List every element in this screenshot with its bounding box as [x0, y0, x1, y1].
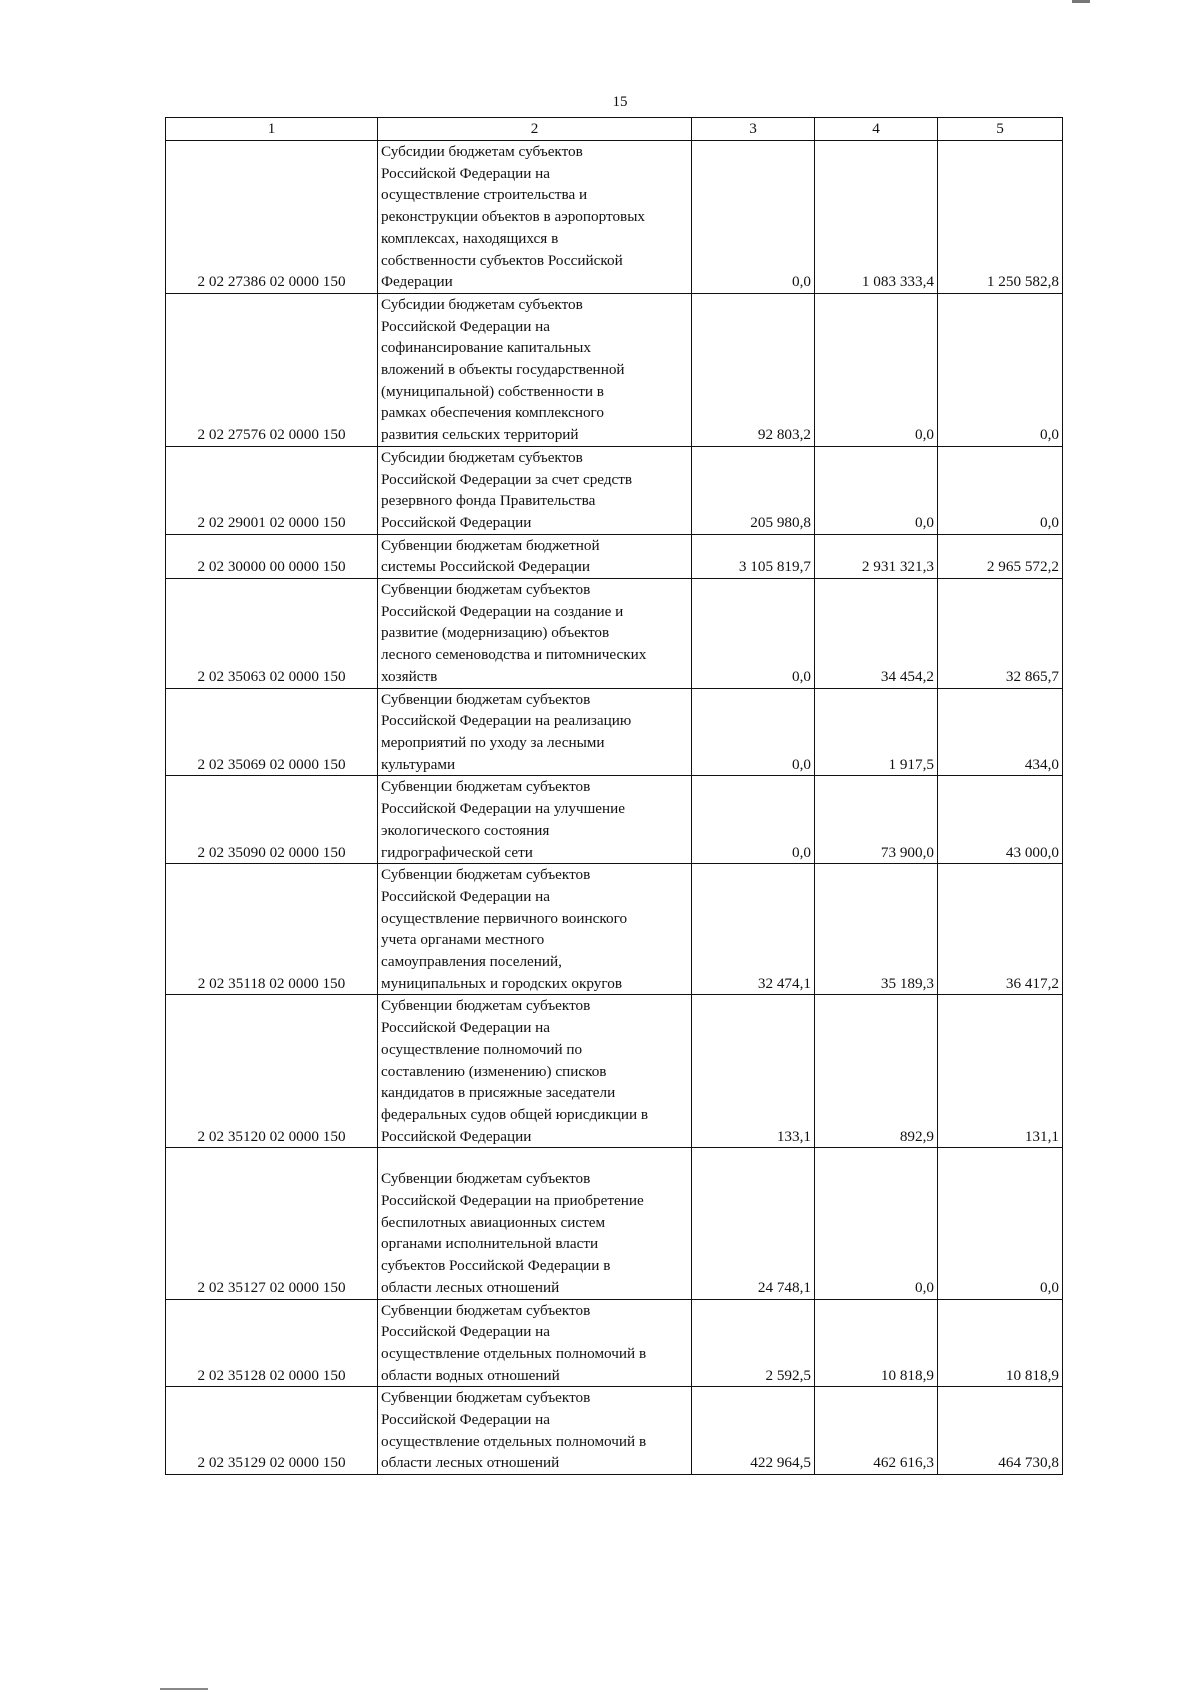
revenue-description — [378, 1387, 692, 1475]
amount-col-5: 0,0 — [938, 1148, 1063, 1299]
table-row — [166, 995, 1063, 1148]
description-line: Российской Федерации за счет средств — [381, 470, 633, 488]
description-line: субъектов Российской Федерации в — [381, 1257, 611, 1275]
description-line: Федерации — [381, 273, 453, 291]
description-line: самоуправления поселений, — [381, 953, 562, 971]
description-line: собственности субъектов Российской — [381, 251, 623, 269]
column-header: 4 — [815, 118, 938, 141]
description-line: хозяйств — [381, 667, 438, 685]
scan-artifact — [1072, 0, 1090, 3]
description-line: развития сельских территорий — [381, 426, 579, 444]
description-line: Российской Федерации на — [381, 1411, 551, 1429]
budget-table — [165, 117, 1063, 1475]
table-row — [166, 1387, 1063, 1475]
description-line: осуществление полномочий по — [381, 1040, 583, 1058]
description-line: осуществление первичного воинского — [381, 909, 628, 927]
amount-col-5: 131,1 — [938, 995, 1063, 1148]
description-line: области водных отношений — [381, 1366, 560, 1384]
description-line: Субвенции бюджетам субъектов — [381, 778, 591, 796]
classification-code: 2 02 27386 02 0000 150 — [166, 141, 378, 294]
amount-col-5: 0,0 — [938, 446, 1063, 534]
description-line: экологического состояния — [381, 821, 550, 839]
classification-code: 2 02 35129 02 0000 150 — [166, 1387, 378, 1475]
description-line: Субвенции бюджетам субъектов — [381, 1301, 591, 1319]
description-line: мероприятий по уходу за лесными — [381, 733, 605, 751]
amount-col-4: 10 818,9 — [815, 1299, 938, 1387]
description-line: Субвенции бюджетам субъектов — [381, 581, 591, 599]
classification-code: 2 02 35120 02 0000 150 — [166, 995, 378, 1148]
amount-col-4: 34 454,2 — [815, 579, 938, 689]
amount-col-5: 36 417,2 — [938, 864, 1063, 995]
amount-col-3: 0,0 — [692, 776, 815, 864]
description-line: Российской Федерации на — [381, 887, 551, 905]
description-line: Российской Федерации на улучшение — [381, 800, 625, 818]
description-line: области лесных отношений — [381, 1278, 560, 1296]
amount-col-5: 32 865,7 — [938, 579, 1063, 689]
classification-code: 2 02 29001 02 0000 150 — [166, 446, 378, 534]
scan-artifact — [160, 1688, 208, 1690]
amount-col-5: 0,0 — [938, 293, 1063, 446]
description-line: вложений в объекты государственной — [381, 361, 625, 379]
description-line: Российской Федерации — [381, 1127, 532, 1145]
amount-col-5: 10 818,9 — [938, 1299, 1063, 1387]
description-line: учета органами местного — [381, 931, 545, 949]
description-line: культурами — [381, 755, 456, 773]
amount-col-4: 1 917,5 — [815, 688, 938, 776]
classification-code: 2 02 35118 02 0000 150 — [166, 864, 378, 995]
revenue-description — [378, 1148, 692, 1299]
description-line: осуществление отдельных полномочий в — [381, 1432, 647, 1450]
description-line: федеральных судов общей юрисдикции в — [381, 1105, 649, 1123]
classification-code: 2 02 35128 02 0000 150 — [166, 1299, 378, 1387]
classification-code: 2 02 35090 02 0000 150 — [166, 776, 378, 864]
amount-col-5: 1 250 582,8 — [938, 141, 1063, 294]
table-row — [166, 1148, 1063, 1299]
amount-col-4: 0,0 — [815, 293, 938, 446]
table-row — [166, 579, 1063, 689]
description-line: развитие (модернизацию) объектов — [381, 624, 610, 642]
description-line: Субвенции бюджетам бюджетной — [381, 536, 600, 554]
column-header: 1 — [166, 118, 378, 141]
description-line: осуществление строительства и — [381, 186, 588, 204]
column-header: 5 — [938, 118, 1063, 141]
description-line: составлению (изменению) списков — [381, 1062, 607, 1080]
description-line: Российской Федерации на — [381, 1019, 551, 1037]
amount-col-4: 462 616,3 — [815, 1387, 938, 1475]
description-line: Российской Федерации на — [381, 317, 551, 335]
amount-col-3: 422 964,5 — [692, 1387, 815, 1475]
description-line: беспилотных авиационных систем — [381, 1213, 606, 1231]
description-line: системы Российской Федерации — [381, 558, 590, 576]
description-line: комплексах, находящихся в — [381, 229, 559, 247]
description-line: лесного семеноводства и питомнических — [381, 646, 647, 664]
classification-code: 2 02 30000 00 0000 150 — [166, 534, 378, 578]
description-line: Российской Федерации на реализацию — [381, 712, 632, 730]
revenue-description — [378, 141, 692, 294]
amount-col-4: 0,0 — [815, 446, 938, 534]
revenue-description — [378, 1299, 692, 1387]
description-line: муниципальных и городских округов — [381, 974, 623, 992]
description-line: софинансирование капитальных — [381, 339, 591, 357]
revenue-description — [378, 688, 692, 776]
page-number: 15 — [612, 94, 628, 110]
amount-col-5: 464 730,8 — [938, 1387, 1063, 1475]
table-row — [166, 1299, 1063, 1387]
revenue-description — [378, 534, 692, 578]
table-body — [166, 141, 1063, 1475]
table-row — [166, 776, 1063, 864]
amount-col-3: 0,0 — [692, 579, 815, 689]
amount-col-3: 205 980,8 — [692, 446, 815, 534]
classification-code: 2 02 35127 02 0000 150 — [166, 1148, 378, 1299]
amount-col-3: 133,1 — [692, 995, 815, 1148]
classification-code: 2 02 35069 02 0000 150 — [166, 688, 378, 776]
amount-col-4: 892,9 — [815, 995, 938, 1148]
description-line: резервного фонда Правительства — [381, 492, 596, 510]
description-line: Российской Федерации на — [381, 164, 551, 182]
description-line: (муниципальной) собственности в — [381, 382, 604, 400]
amount-col-4: 73 900,0 — [815, 776, 938, 864]
table-row — [166, 688, 1063, 776]
description-line: реконструкции объектов в аэропортовых — [381, 208, 646, 226]
classification-code: 2 02 27576 02 0000 150 — [166, 293, 378, 446]
table-row — [166, 864, 1063, 995]
amount-col-3: 32 474,1 — [692, 864, 815, 995]
description-line: осуществление отдельных полномочий в — [381, 1344, 647, 1362]
revenue-description — [378, 446, 692, 534]
description-line: гидрографической сети — [381, 843, 533, 861]
column-header: 3 — [692, 118, 815, 141]
table-row — [166, 446, 1063, 534]
revenue-description — [378, 995, 692, 1148]
amount-col-4: 0,0 — [815, 1148, 938, 1299]
description-line: органами исполнительной власти — [381, 1235, 599, 1253]
amount-col-3: 0,0 — [692, 141, 815, 294]
amount-col-3: 3 105 819,7 — [692, 534, 815, 578]
table-row — [166, 534, 1063, 578]
description-line: Субвенции бюджетам субъектов — [381, 1170, 591, 1188]
description-line: рамках обеспечения комплексного — [381, 404, 604, 422]
amount-col-3: 24 748,1 — [692, 1148, 815, 1299]
amount-col-3: 92 803,2 — [692, 293, 815, 446]
description-line: Российской Федерации на создание и — [381, 602, 624, 620]
description-line: Субвенции бюджетам субъектов — [381, 1389, 591, 1407]
amount-col-5: 43 000,0 — [938, 776, 1063, 864]
revenue-description — [378, 864, 692, 995]
description-line: Субвенции бюджетам субъектов — [381, 866, 591, 884]
revenue-description — [378, 579, 692, 689]
description-line: Российской Федерации на приобретение — [381, 1192, 644, 1210]
amount-col-4: 2 931 321,3 — [815, 534, 938, 578]
description-line: области лесных отношений — [381, 1454, 560, 1472]
description-line: Субвенции бюджетам субъектов — [381, 997, 591, 1015]
description-line: Российской Федерации на — [381, 1323, 551, 1341]
amount-col-5: 2 965 572,2 — [938, 534, 1063, 578]
column-header: 2 — [378, 118, 692, 141]
amount-col-4: 1 083 333,4 — [815, 141, 938, 294]
classification-code: 2 02 35063 02 0000 150 — [166, 579, 378, 689]
description-line: кандидатов в присяжные заседатели — [381, 1084, 616, 1102]
description-line: Субсидии бюджетам субъектов — [381, 295, 583, 313]
description-line: Субвенции бюджетам субъектов — [381, 690, 591, 708]
revenue-description — [378, 293, 692, 446]
amount-col-4: 35 189,3 — [815, 864, 938, 995]
description-line: Субсидии бюджетам субъектов — [381, 143, 583, 160]
table-row — [166, 293, 1063, 446]
description-line: Российской Федерации — [381, 513, 532, 531]
amount-col-3: 0,0 — [692, 688, 815, 776]
table-header-row — [166, 118, 1063, 141]
amount-col-5: 434,0 — [938, 688, 1063, 776]
table-row — [166, 141, 1063, 294]
amount-col-3: 2 592,5 — [692, 1299, 815, 1387]
revenue-description — [378, 776, 692, 864]
description-line: Субсидии бюджетам субъектов — [381, 448, 583, 466]
